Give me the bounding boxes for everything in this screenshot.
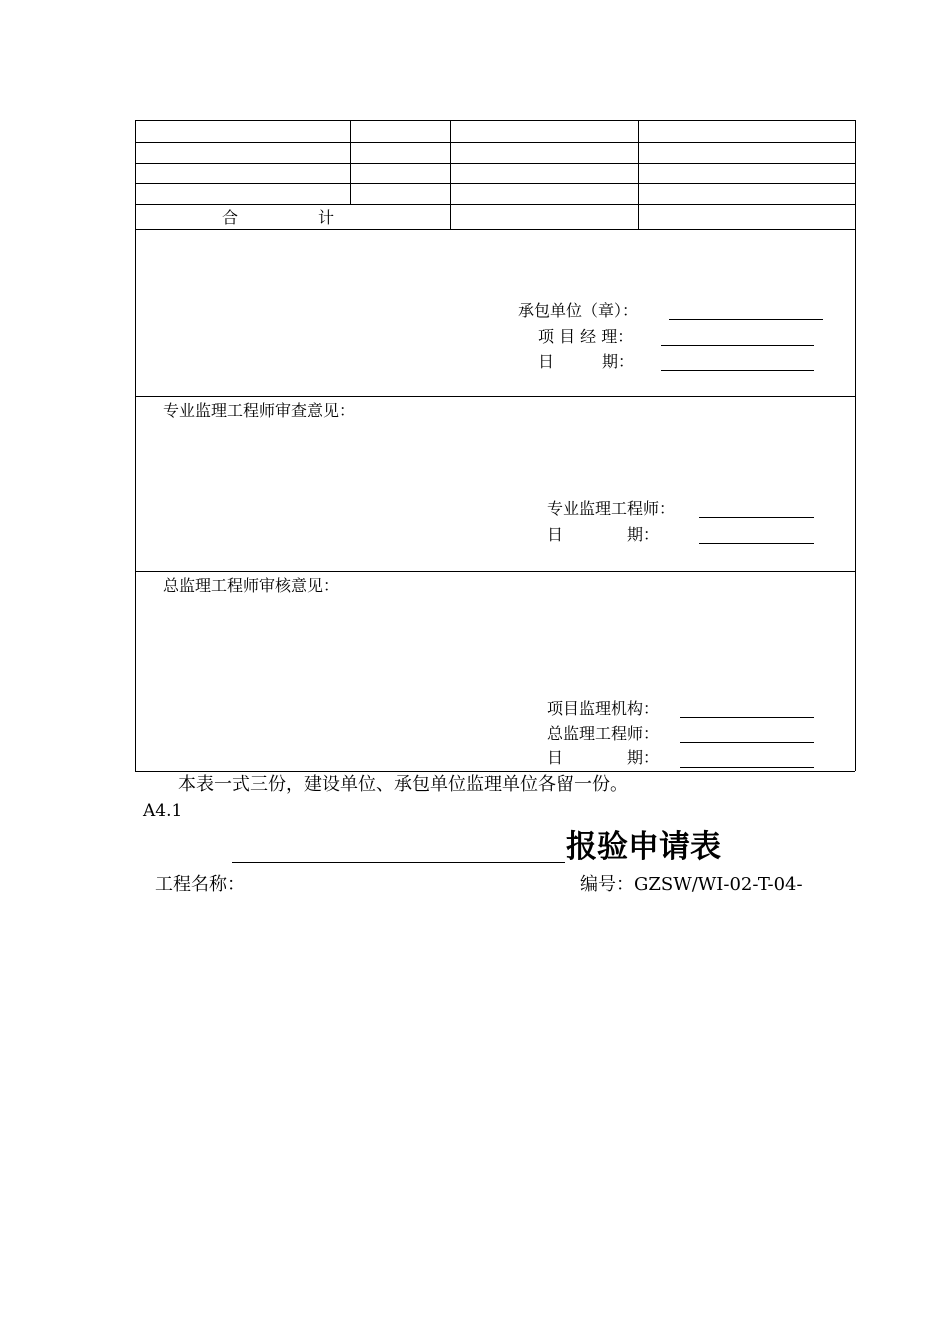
chief-date-label: 日 期：: [547, 748, 660, 767]
table-row-line: [135, 204, 855, 205]
specialist-engineer-line[interactable]: [699, 517, 814, 518]
specialist-opinion-label: 专业监理工程师审查意见：: [163, 401, 356, 420]
table-col-line: [638, 120, 639, 229]
form-number-label: 编号：GZSW/WI-02-T-04-: [580, 874, 803, 895]
contractor-unit-line[interactable]: [669, 319, 823, 320]
contractor-unit-label: 承包单位（章）：: [518, 301, 639, 320]
chief-date-line[interactable]: [680, 767, 814, 768]
contractor-date-line[interactable]: [661, 370, 814, 371]
specialist-engineer-label: 专业监理工程师：: [547, 499, 676, 518]
copies-note: 本表一式三份，建设单位、承包单位监理单位各留一份。: [178, 774, 628, 795]
chief-engineer-line[interactable]: [680, 742, 814, 743]
table-row-line: [135, 571, 855, 572]
supervision-org-label: 项目监理机构：: [547, 699, 660, 718]
table-row-line: [135, 229, 855, 230]
total-label: 合 计: [222, 208, 335, 227]
table-col-line: [450, 120, 451, 229]
project-manager-label: 项 目 经 理：: [538, 327, 634, 346]
table-row-line: [135, 142, 855, 143]
table-row-line: [135, 396, 855, 397]
table-border-right: [855, 120, 856, 771]
form-title-blank-line[interactable]: [232, 862, 565, 863]
table-border-top: [135, 120, 855, 121]
contractor-date-label: 日 期：: [538, 352, 635, 371]
table-col-line: [350, 120, 351, 204]
form-title: 报验申请表: [566, 829, 721, 865]
project-name-label: 工程名称：: [155, 874, 245, 895]
table-border-left: [135, 120, 136, 771]
supervision-org-line[interactable]: [680, 717, 814, 718]
specialist-date-label: 日 期：: [547, 525, 660, 544]
table-border-bottom: [135, 771, 855, 772]
specialist-date-line[interactable]: [699, 543, 814, 544]
chief-opinion-label: 总监理工程师审核意见：: [163, 576, 340, 595]
form-code: A4.1: [143, 801, 183, 821]
project-manager-line[interactable]: [661, 345, 814, 346]
chief-engineer-label: 总监理工程师：: [547, 724, 660, 743]
table-row-line: [135, 163, 855, 164]
table-row-line: [135, 183, 855, 184]
